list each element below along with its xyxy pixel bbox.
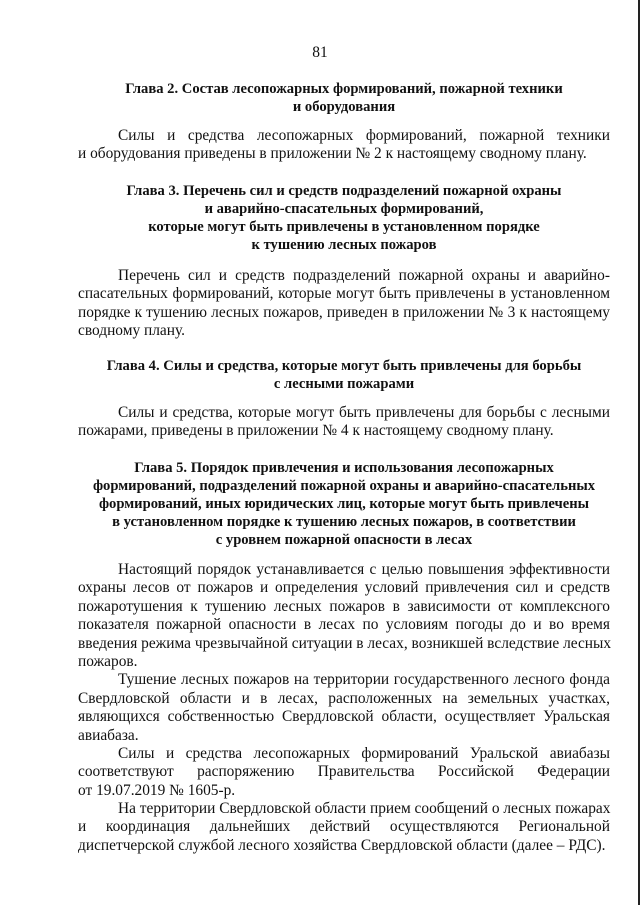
- chapter-4-heading: [78, 357, 610, 393]
- heading-line: с уровнем пожарной опасности в лесах: [215, 532, 473, 548]
- heading-line: с лесными пожарами: [273, 376, 415, 392]
- text-line: диспетчерской службой лесного хозяйства Свердловской области (далее – РДС).: [78, 836, 606, 854]
- text-line: спасательных формирований, которые могут быть привлечены в установленном: [78, 285, 610, 303]
- chapter-5-text: [78, 561, 610, 855]
- text-line: Перечень сил и средств подразделений пожарной охраны и аварийно-: [118, 267, 610, 284]
- heading-line: Глава 4. Силы и средства, которые могут быть привлечены для борьбы: [106, 358, 582, 374]
- text-line: от 19.07.2019 № 1605-р.: [78, 781, 236, 799]
- text-line: Свердловской области и в лесах, расположенных на земельных участках,: [78, 689, 610, 707]
- text-line: Настоящий порядок устанавливается с целью повышения эффективности: [118, 561, 610, 578]
- text-line: Тушение лесных пожаров на территории государственного лесного фонда: [118, 671, 610, 689]
- text-line: соответствуют распоряжению Правительства Российской Федерации: [78, 763, 610, 781]
- chapter-2-text: [78, 127, 610, 164]
- text-line: На территории Свердловской области прием сообщений о лесных пожарах: [118, 800, 611, 818]
- text-line: пожаротушения к тушению лесных пожаров в зависимости от комплексного: [78, 597, 610, 615]
- heading-line: в установленном порядке к тушению лесных пожаров, в соответствии: [112, 514, 576, 530]
- text-line: охраны лесов от пожаров и определения условий привлечения сил и средств: [78, 579, 610, 597]
- heading-line: Глава 5. Порядок привлечения и использования лесопожарных: [134, 460, 554, 476]
- text-line: и координация дальнейших действий осуществляются Региональной: [78, 818, 610, 836]
- text-line: Силы и средства, которые могут быть привлечены для борьбы с лесными: [118, 404, 610, 421]
- heading-line: к тушению лесных пожаров: [251, 237, 437, 253]
- heading-line: и оборудования: [292, 99, 396, 115]
- text-line: порядке к тушению лесных пожаров, приведен в приложении № 3 к настоящему: [78, 303, 610, 321]
- chapter-3-heading: [78, 182, 610, 254]
- heading-line: формирований, подразделений пожарной охраны и аварийно-спасательных: [92, 478, 596, 494]
- text-line: и оборудования приведены в приложении № 2 к настоящему сводному плану.: [78, 145, 587, 163]
- heading-line: Глава 2. Состав лесопожарных формирований, пожарной техники: [125, 81, 563, 97]
- heading-line: и аварийно-спасательных формирований,: [204, 201, 484, 217]
- text-line: показателя пожарной опасности в лесах по условиям погоды до и во время: [78, 616, 610, 634]
- text-line: Силы и средства лесопожарных формирований, пожарной техники: [118, 127, 610, 144]
- text-line: авиабаза.: [78, 726, 139, 744]
- chapter-5-heading: [78, 459, 610, 549]
- heading-line: Глава 3. Перечень сил и средств подразделений пожарной охраны: [126, 183, 562, 199]
- text-line: введения режима чрезвычайной ситуации в лесах, возникшей вследствие лесных: [78, 634, 612, 652]
- heading-line: формирований, иных юридических лиц, которые могут быть привлечены: [98, 496, 590, 512]
- chapter-2-heading: [78, 80, 610, 116]
- text-line: Силы и средства лесопожарных формирований Уральской авиабазы: [118, 744, 610, 762]
- text-line: пожаров.: [78, 652, 138, 670]
- text-line: пожарами, приведены в приложении № 4 к настоящему сводному плану.: [78, 422, 554, 440]
- text-line: являющихся собственностью Свердловской области, осуществляет Уральская: [78, 708, 610, 726]
- chapter-4-text: [78, 404, 610, 441]
- chapter-3-text: [78, 267, 610, 341]
- text-line: сводному плану.: [78, 322, 185, 340]
- page-number: 81: [312, 44, 328, 61]
- heading-line: которые могут быть привлечены в установленном порядке: [148, 219, 540, 235]
